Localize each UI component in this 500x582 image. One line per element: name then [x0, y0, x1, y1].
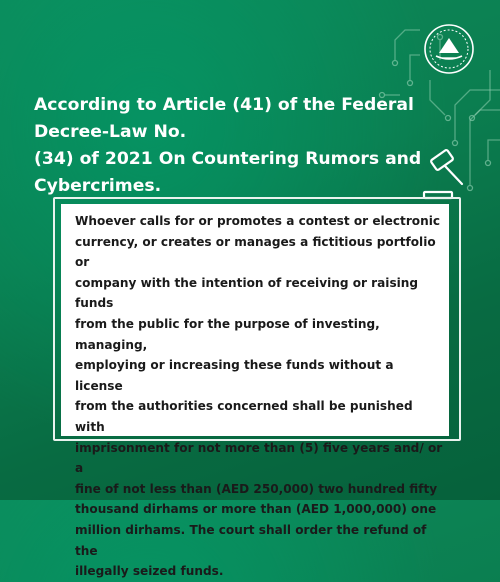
article-line: illegally seized funds.	[75, 564, 224, 579]
article-line: fine of not less than (AED 250,000) two hundred fifty	[75, 481, 438, 496]
article-line: company with the intention of receiving or raising funds	[75, 275, 419, 311]
article-line: employing or increasing these funds without a license	[75, 358, 394, 393]
emblem-logo-icon	[422, 22, 476, 76]
article-line: Whoever calls for or promotes a contest or electronic	[75, 214, 441, 228]
article-line: million dirhams. The court shall order the refund of the	[75, 522, 427, 558]
article-line: from the public for the purpose of investing, managing,	[75, 316, 380, 352]
headline-line-1: According to Article (41) of the Federal Decree-Law No.	[34, 95, 414, 142]
article-text	[75, 211, 445, 582]
article-line: from the authorities concerned shall be punished with	[75, 399, 413, 434]
headline	[34, 92, 474, 200]
article-line: thousand dirhams or more than (AED 1,000,000) one	[75, 502, 437, 517]
headline-line-2: (34) of 2021 On Countering Rumors and Cybercrimes.	[34, 149, 422, 196]
article-line: imprisonment for not more than (5) five years and/ or a	[75, 440, 443, 476]
gavel-icon	[418, 146, 476, 204]
article-line: currency, or creates or manages a fictitious portfolio or	[75, 234, 436, 270]
